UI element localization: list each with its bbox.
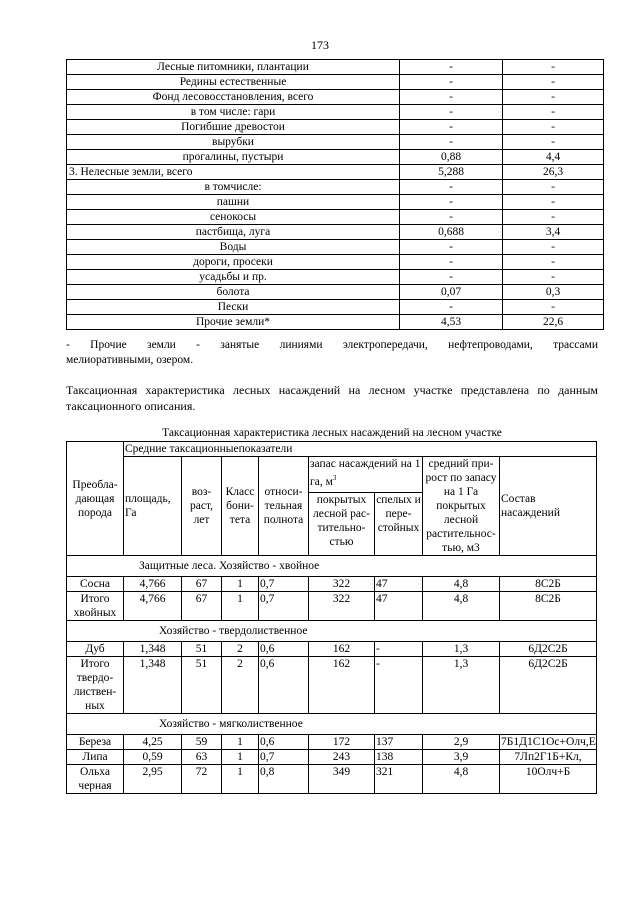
header-covered: покрытых лесной рас-тительно-стью [309,493,375,556]
area-value: 5,288 [400,165,503,180]
percent-value: - [503,270,604,285]
percent-value: - [503,75,604,90]
category-name: вырубки [67,135,400,150]
covered-stock-cell: 162 [309,657,375,714]
table-row [67,240,604,255]
covered-stock-cell: 322 [309,592,375,621]
table-row [67,750,597,765]
header-class: Класс бони-тета [222,457,259,556]
section-title: Хозяйство - твердолиственное [67,621,597,642]
table2-title: Таксационная характеристика лесных насаждений на лесном участке [162,427,502,439]
section-title: Защитные леса. Хозяйство - хвойное [67,556,597,577]
footnote-line-2: мелиоративными, озером. [66,354,194,366]
footnote-line-1: - Прочие земли - занятые линиями электропередачи, нефтепроводами, трассами [66,339,598,351]
composition-cell: 6Д2С2Б [500,642,597,657]
covered-stock-cell: 322 [309,577,375,592]
header-stock-label: запас насаждений на 1 га, м [310,458,421,488]
class-cell: 1 [222,765,259,794]
area-value: - [400,270,503,285]
increment-cell: 1,3 [423,657,500,714]
age-cell: 67 [182,592,222,621]
composition-cell: 6Д2С2Б [500,657,597,714]
mature-stock-cell: 321 [375,765,423,794]
area-value: - [400,135,503,150]
table-row [67,180,604,195]
age-cell: 51 [182,657,222,714]
increment-cell: 3,9 [423,750,500,765]
class-cell: 1 [222,592,259,621]
table-row [67,135,604,150]
category-name: Воды [67,240,400,255]
percent-value: - [503,90,604,105]
area-cell: 4,766 [124,592,182,621]
header-group: Средние таксационныепоказатели [124,442,597,457]
species-cell: Итого хвойных [67,592,124,621]
composition-cell: 8С2Б [500,592,597,621]
covered-stock-cell: 172 [309,735,375,750]
table-row [67,75,604,90]
header-increment: средний при-рост по запасу на 1 Га покрытых лесной растительнос-тью, м3 [423,457,500,556]
covered-stock-cell: 162 [309,642,375,657]
page-number: 173 [311,38,329,52]
category-name: пашни [67,195,400,210]
area-value: - [400,90,503,105]
section-row [67,621,597,642]
density-cell: 0,7 [259,592,309,621]
area-value: 0,688 [400,225,503,240]
percent-value: - [503,180,604,195]
area-cell: 1,348 [124,657,182,714]
table-row [67,225,604,240]
mature-stock-cell: 47 [375,592,423,621]
class-cell: 1 [222,577,259,592]
area-value: 4,53 [400,315,503,330]
area-value: - [400,105,503,120]
class-cell: 1 [222,735,259,750]
percent-value: 26,3 [503,165,604,180]
header-age: воз-раст, лет [182,457,222,556]
age-cell: 72 [182,765,222,794]
category-name: Погибшие древостои [67,120,400,135]
area-cell: 1,348 [124,642,182,657]
header-stock-sup: 3 [332,474,337,482]
species-cell: Итого твердо-листвен-ных [67,657,124,714]
density-cell: 0,6 [259,657,309,714]
density-cell: 0,8 [259,765,309,794]
mature-stock-cell: - [375,642,423,657]
category-name: Фонд лесовосстановления, всего [67,90,400,105]
table-row [67,300,604,315]
category-name: пастбища, луга [67,225,400,240]
area-value: - [400,240,503,255]
table-row [67,577,597,592]
mature-stock-cell: 137 [375,735,423,750]
mature-stock-cell: 138 [375,750,423,765]
age-cell: 59 [182,735,222,750]
intro-paragraph-line-1: Таксационная характеристика лесных насаждений на лесном участке представлена по данным [66,383,598,397]
increment-cell: 4,8 [423,592,500,621]
percent-value: 0,3 [503,285,604,300]
category-name: болота [67,285,400,300]
percent-value: - [503,120,604,135]
composition-cell: 8С2Б [500,577,597,592]
intro-paragraph [66,382,598,414]
table-row [67,105,604,120]
percent-value: - [503,210,604,225]
increment-cell: 1,3 [423,642,500,657]
table-row [67,255,604,270]
area-value: - [400,195,503,210]
category-name: Редины естественные [67,75,400,90]
header-species: Преобла-дающая порода [67,442,124,556]
area-value: - [400,60,503,75]
table-row [67,642,597,657]
header-stock [309,457,423,493]
area-value: - [400,210,503,225]
percent-value: - [503,195,604,210]
table-row [67,315,604,330]
area-value: 0,88 [400,150,503,165]
age-cell: 67 [182,577,222,592]
area-cell: 4,766 [124,577,182,592]
mature-stock-cell: 47 [375,577,423,592]
table-row [67,165,604,180]
category-name: в том числе: гари [67,105,400,120]
category-name: Пески [67,300,400,315]
increment-cell: 4,8 [423,765,500,794]
age-cell: 51 [182,642,222,657]
percent-value: - [503,135,604,150]
area-cell: 0,59 [124,750,182,765]
area-value: 0,07 [400,285,503,300]
covered-stock-cell: 243 [309,750,375,765]
section-title: Хозяйство - мягколиственное [67,714,597,735]
area-value: - [400,255,503,270]
increment-cell: 4,8 [423,577,500,592]
table-row [67,285,604,300]
category-name: прогалины, пустыри [67,150,400,165]
table-row [67,270,604,285]
species-cell: Дуб [67,642,124,657]
age-cell: 63 [182,750,222,765]
header-density: относи-тельная полнота [259,457,309,556]
density-cell: 0,6 [259,642,309,657]
increment-cell: 2,9 [423,735,500,750]
density-cell: 0,6 [259,735,309,750]
area-value: - [400,75,503,90]
forest-stands-table [66,441,597,794]
intro-paragraph-line-2: таксационного описания. [66,399,196,413]
table-row [67,90,604,105]
table-row [67,120,604,135]
header-mature: спелых и пере-стойных [375,493,423,556]
density-cell: 0,7 [259,750,309,765]
category-name: в томчисле: [67,180,400,195]
percent-value: - [503,105,604,120]
species-cell: Ольха черная [67,765,124,794]
composition-cell: 10Олч+Б [500,765,597,794]
class-cell: 2 [222,642,259,657]
category-name: Прочие земли* [67,315,400,330]
class-cell: 1 [222,750,259,765]
mature-stock-cell: - [375,657,423,714]
percent-value: - [503,60,604,75]
percent-value: - [503,300,604,315]
area-value: - [400,120,503,135]
area-value: - [400,300,503,315]
area-value: - [400,180,503,195]
category-name: дороги, просеки [67,255,400,270]
section-row [67,556,597,577]
percent-value: 4,4 [503,150,604,165]
composition-cell: 7Б1Д1С1Ос+Олч,Е [501,736,596,748]
area-cell: 4,25 [124,735,182,750]
covered-stock-cell: 349 [309,765,375,794]
composition-cell: 7Лп2Г1Б+Кл, [500,750,597,765]
table-row [67,592,597,621]
category-name: сенокосы [67,210,400,225]
table-row [67,150,604,165]
header-area: площадь, Га [124,457,182,556]
percent-value: - [503,255,604,270]
area-cell: 2,95 [124,765,182,794]
table-row [67,60,604,75]
table-row [67,195,604,210]
table-row [67,657,597,714]
table-row [67,765,597,794]
percent-value: - [503,240,604,255]
percent-value: 3,4 [503,225,604,240]
percent-value: 22,6 [503,315,604,330]
species-cell: Береза [67,735,124,750]
header-composition: Состав насаждений [500,457,597,556]
table-row [67,735,597,750]
category-name: усадьбы и пр. [67,270,400,285]
table-row [67,210,604,225]
species-cell: Липа [67,750,124,765]
species-cell: Сосна [67,577,124,592]
section-row [67,714,597,735]
class-cell: 2 [222,657,259,714]
land-categories-table [66,59,604,330]
category-name: 3. Нелесные земли, всего [67,165,400,180]
category-name: Лесные питомники, плантации [67,60,400,75]
density-cell: 0,7 [259,577,309,592]
